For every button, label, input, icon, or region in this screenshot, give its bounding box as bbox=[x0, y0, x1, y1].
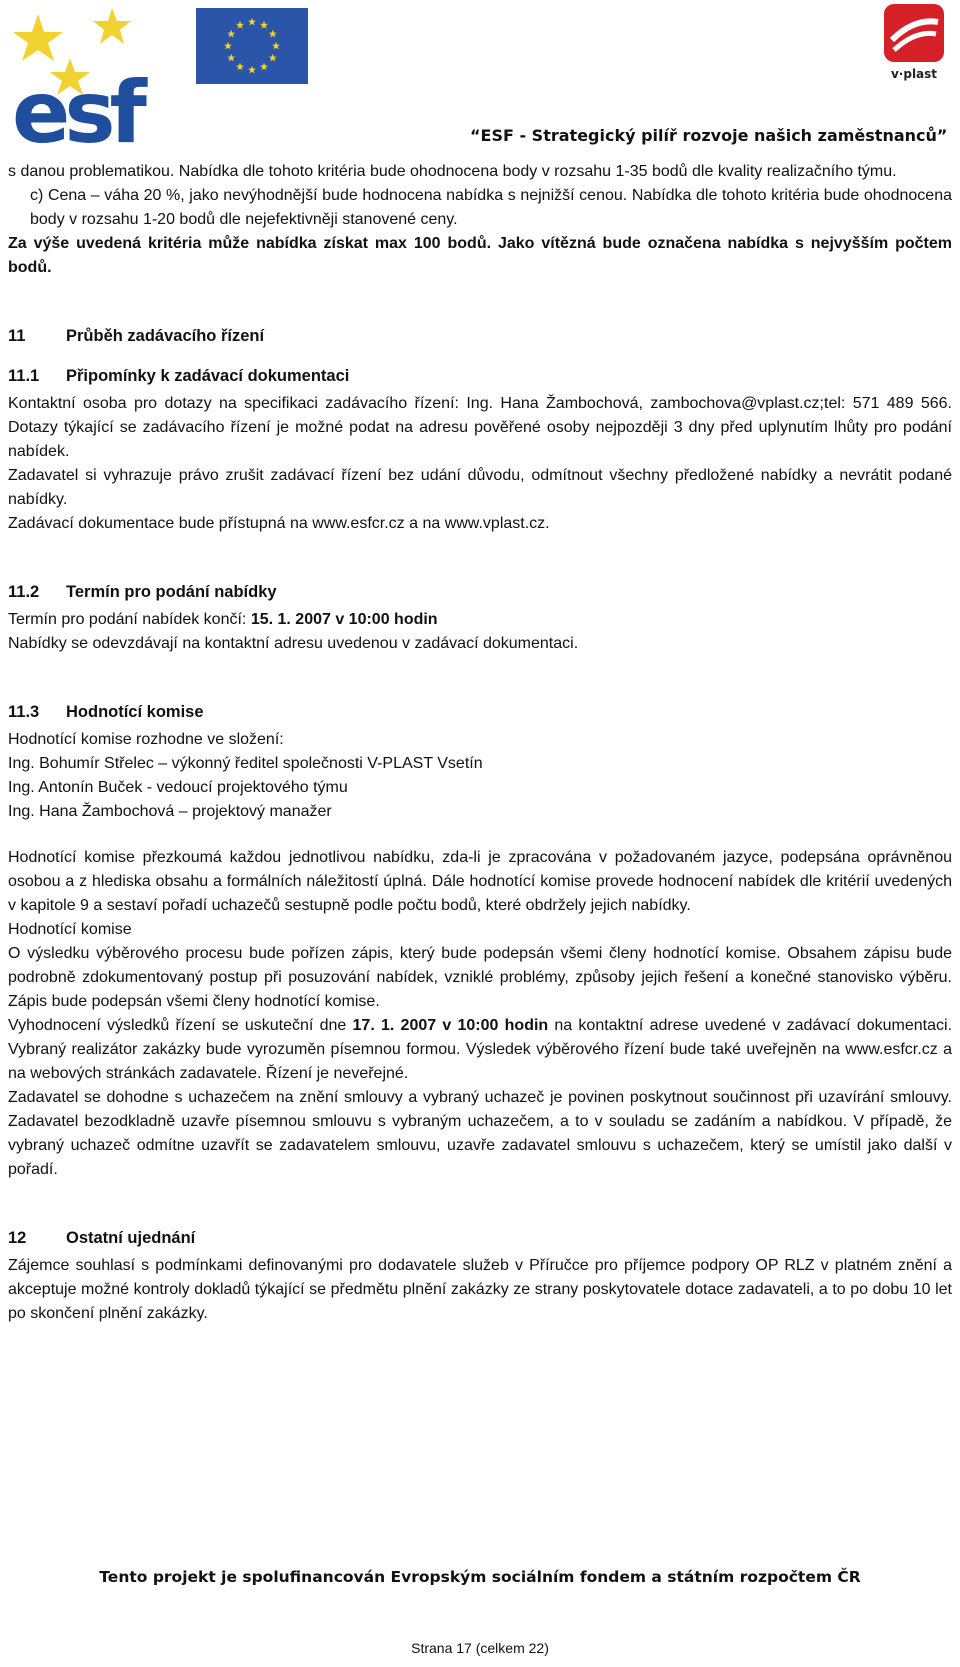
document-body bbox=[8, 160, 952, 1326]
section-11-3-heading: 11.3 Hodnotící komise bbox=[8, 703, 204, 721]
paragraph: Zadavatel si vyhrazuje právo zrušit zadávací řízení bez udání důvodu, odmítnout všechny předložené nabídky a nevrátit podané nabídky. bbox=[8, 467, 952, 508]
committee-line: Hodnotící komise rozhodne ve složení: bbox=[8, 731, 284, 748]
paragraph: Hodnotící komise bbox=[8, 921, 132, 938]
paragraph: Zájemce souhlasí s podmínkami definovanými pro dodavatele služeb v Příručce pro příjemce podpory OP RLZ v platném znění a akceptuje možné kontroly dokladů týkající se předmětu plnění zakázky ze strany poskytovatele dotace zadavateli, a to po dobu 10 let po skončení plnění zakázky. bbox=[8, 1257, 952, 1322]
vplast-logo-text: v·plast bbox=[890, 67, 938, 81]
footer-funding: Tento projekt je spolufinancován Evropským sociálním fondem a státním rozpočtem ČR bbox=[99, 1568, 861, 1586]
header-slogan: “ESF - Strategický pilíř rozvoje našich zaměstnanců” bbox=[470, 126, 948, 145]
vplast-logo bbox=[878, 2, 950, 82]
paragraph: Hodnotící komise přezkoumá každou jednotlivou nabídku, zda-li je zpracována v požadovaném jazyce, podepsána oprávněnou osobou a z hlediska obsahu a formálních náležitostí úplná. Dále hodnotící komise provede hodnocení nabídek dle kritérií uvedených v kapitole 9 a sestaví pořadí uchazečů sestupně podle počtu bodů, které obdržely jejich nabídky. bbox=[8, 849, 952, 914]
page-header bbox=[0, 0, 960, 150]
paragraph: Kontaktní osoba pro dotazy na specifikaci zadávacího řízení: Ing. Hana Žambochová, zambochova@vplast.cz;tel: 571 489 566. Dotazy týkající se zadávacího řízení je možné podat na adresu pověřené osoby nejpozději 3 dny před uplynutím lhůty pro podání nabídek. bbox=[8, 395, 952, 460]
paragraph: s danou problematikou. Nabídka dle tohoto kritéria bude ohodnocena body v rozsahu 1-35 bodů dle kvality realizačního týmu. bbox=[8, 163, 897, 180]
esf-logo bbox=[8, 4, 176, 152]
criterion-c: c) Cena – váha 20 %, jako nevýhodnější bude hodnocena nabídka s nejnižší cenou. Nabídka dle tohoto kritéria bude ohodnocena body v rozsahu 1-20 bodů dle nejefektivněji stanovené ceny. bbox=[30, 187, 952, 228]
paragraph: O výsledku výběrového procesu bude pořízen zápis, který bude podepsán všemi členy hodnotící komise. Obsahem zápisu bude podrobně zdokumentovaný postup při posuzování nabídek, vzniklé problémy, způsoby jejich řešení a konečné stanovisko výběru. Zápis bude podepsán všemi členy hodnotící komise. bbox=[8, 945, 952, 1010]
paragraph: Zadávací dokumentace bude přístupná na www.esfcr.cz a na www.vplast.cz. bbox=[8, 515, 550, 532]
paragraph: Zadavatel se dohodne s uchazečem na znění smlouvy a vybraný uchazeč je povinen poskytnout součinnost při uzavírání smlouvy. Zadavatel bezodkladně uzavře písemnou smlouvu s vybraným uchazečem, a to v souladu se zadáním a nabídkou. V případě, že vybraný uchazeč odmítne uzavřít se zadavatelem smlouvu, uzavře zadavatel smlouvu s uchazečem, který se umístil jako další v pořadí. bbox=[8, 1089, 952, 1178]
deadline-line: Termín pro podání nabídek končí: 15. 1. 2007 v 10:00 hodin bbox=[8, 611, 438, 628]
section-11-heading: 11 Průběh zadávacího řízení bbox=[8, 327, 265, 345]
section-12-heading: 12 Ostatní ujednání bbox=[8, 1229, 196, 1247]
paragraph: Nabídky se odevzdávají na kontaktní adresu uvedenou v zadávací dokumentaci. bbox=[8, 635, 579, 652]
committee-member: Ing. Antonín Buček - vedoucí projektového týmu bbox=[8, 779, 348, 796]
section-11-2-heading: 11.2 Termín pro podání nabídky bbox=[8, 583, 277, 601]
paragraph: Vyhodnocení výsledků řízení se uskuteční dne 17. 1. 2007 v 10:00 hodin na kontaktní adrese uvedené v zadávací dokumentaci. Vybraný realizátor zakázky bude vyrozuměn písemnou formou. Výsledek výběrového řízení bude také uveřejněn na www.esfcr.cz a na webových stránkách zadavatele. Řízení je neveřejné. bbox=[8, 1017, 953, 1082]
committee-member: Ing. Bohumír Střelec – výkonný ředitel společnosti V-PLAST Vsetín bbox=[8, 755, 483, 772]
page-number: Strana 17 (celkem 22) bbox=[411, 1640, 549, 1656]
esf-logo-text: esf bbox=[12, 63, 141, 152]
committee-member: Ing. Hana Žambochová – projektový manažer bbox=[8, 803, 332, 820]
criteria-summary: Za výše uvedená kritéria může nabídka získat max 100 bodů. Jako vítězná bude označena nabídka s nejvyšším počtem bodů. bbox=[8, 235, 952, 276]
eu-flag bbox=[196, 8, 308, 84]
section-11-1-heading: 11.1 Připomínky k zadávací dokumentaci bbox=[8, 367, 350, 385]
